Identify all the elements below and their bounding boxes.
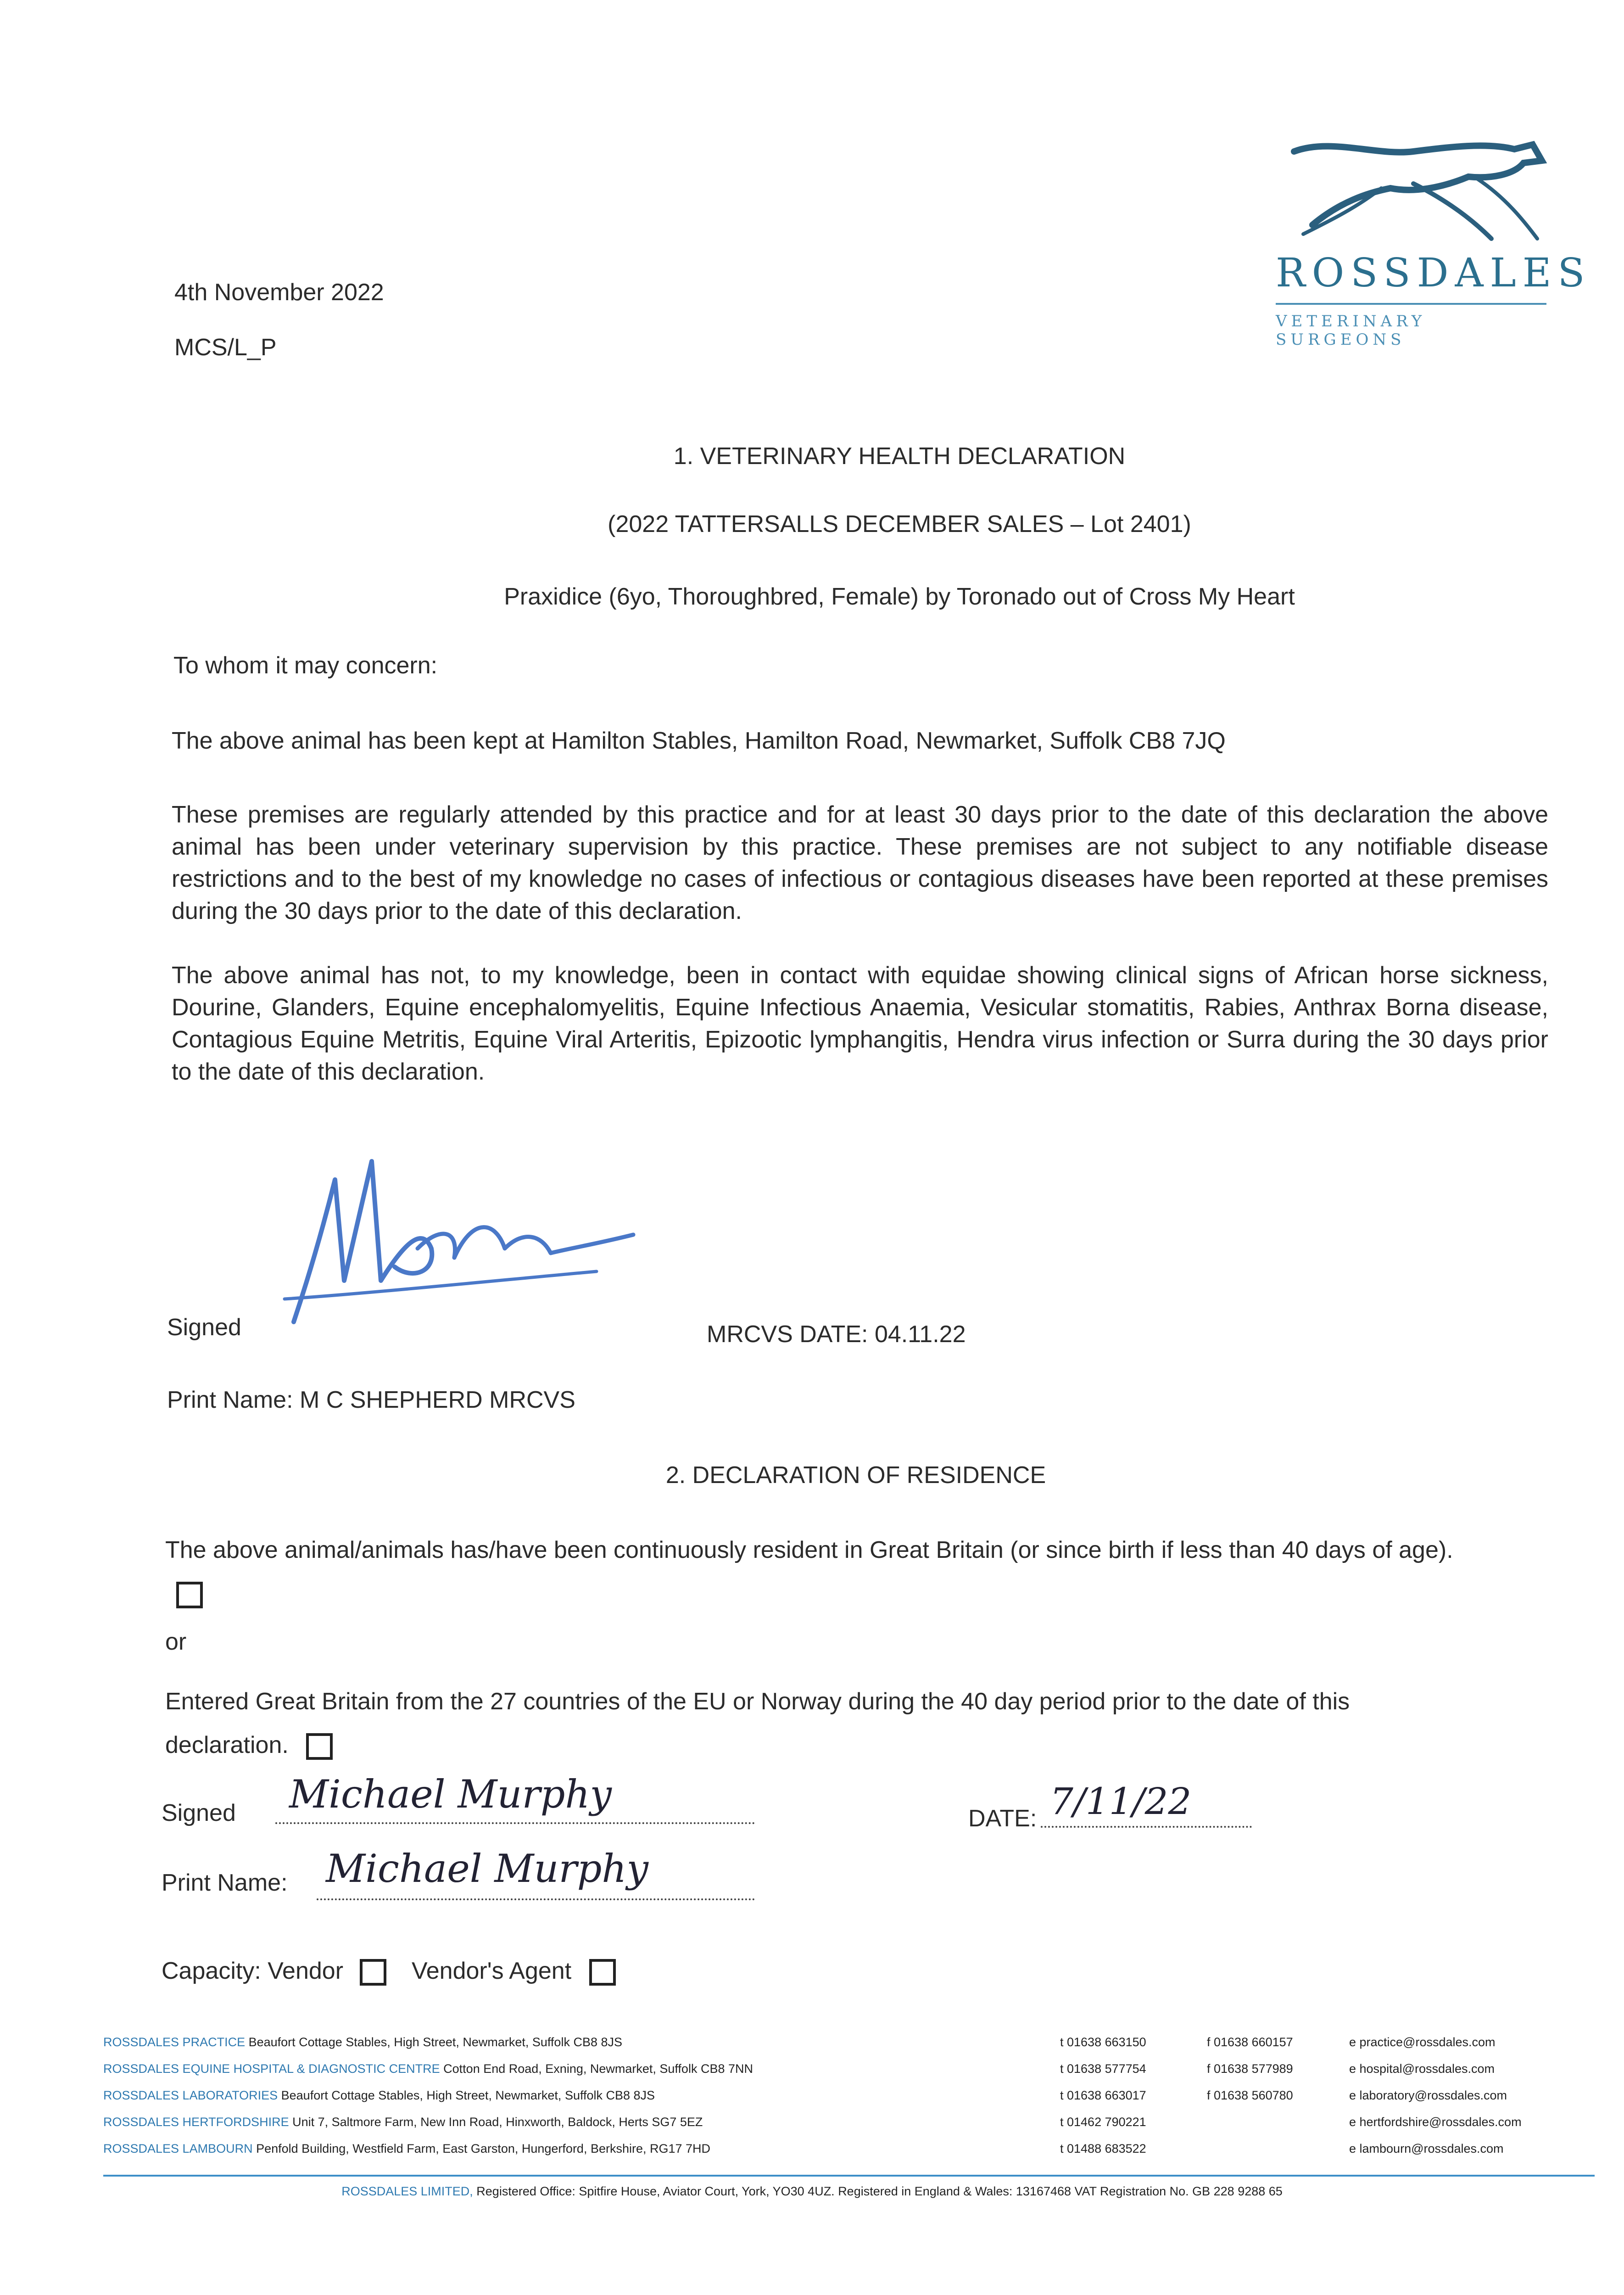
section1-title: 1. VETERINARY HEALTH DECLARATION [673,443,1126,470]
footer-tel: t 01638 577754 [1060,2062,1146,2076]
premises-paragraph: The above animal has been kept at Hamilton Stables, Hamilton Road, Newmarket, Suffolk CB8 7JQ [172,728,1226,754]
footer-email[interactable]: e lambourn@rossdales.com [1349,2142,1504,2155]
letter-reference: MCS/L_P [174,334,277,361]
vendor-print-name: Michael Murphy [326,1846,648,1891]
rossdales-logo [1267,124,1591,349]
salutation: To whom it may concern: [173,652,438,679]
vendor-signed-line [275,1772,755,1824]
residence-option2-text: Entered Great Britain from the 27 countries of the EU or Norway during the 40 day period prior to the date of this declaration. [165,1688,1350,1758]
vendor-signature: Michael Murphy [289,1772,612,1817]
company-name: ROSSDALES LIMITED, [341,2184,473,2198]
footer-row: ROSSDALES EQUINE HOSPITAL & DIAGNOSTIC CENTRE Cotton End Road, Exning, Newmarket, Suffolk CB8 7NN [103,2062,753,2076]
residence-option2 [165,1680,1468,1767]
vendors-agent-checkbox[interactable] [589,1959,616,1986]
logo-tagline: VETERINARY SURGEONS [1276,312,1426,349]
footer-fax: f 01638 577989 [1207,2062,1293,2076]
footer-tel: t 01462 790221 [1060,2115,1146,2129]
section1-subtitle: (2022 TATTERSALLS DECEMBER SALES – Lot 2401) [608,511,1191,537]
vendor-date: 7/11/22 [1050,1780,1192,1823]
footer-telephones [1060,2029,1207,2162]
section2-title: 2. DECLARATION OF RESIDENCE [665,1462,1046,1489]
resident-checkbox[interactable] [176,1582,203,1608]
vet-print-name: Print Name: M C SHEPHERD MRCVS [167,1387,575,1413]
vendor-signed-label: Signed [162,1800,236,1826]
footer-email[interactable]: e hertfordshire@rossdales.com [1349,2115,1522,2129]
footer-row: ROSSDALES PRACTICE Beaufort Cottage Stables, High Street, Newmarket, Suffolk CB8 8JS [103,2035,622,2049]
footer-tel: t 01488 683522 [1060,2142,1146,2155]
footer-tel: t 01638 663017 [1060,2088,1146,2102]
footer-registration [0,2178,1624,2205]
vendor-date-line [1041,1780,1252,1828]
entered-gb-checkbox[interactable] [306,1733,333,1760]
footer-email[interactable]: e practice@rossdales.com [1349,2035,1496,2049]
vet-signed-label: Signed [167,1314,241,1341]
vendor-checkbox[interactable] [360,1959,386,1986]
disease-contact-paragraph: The above animal has not, to my knowledge, been in contact with equidae showing clinical signs of African horse sickness, Dourine, Glanders, Equine encephalomyelitis, Equine Infectious Anaemia, Vesicular stomatitis, Rabies, Anthrax Borna disease, Contagious Equine Metritis, Equine Viral Arteritis, Epizootic lymphangitis, Hendra virus infection or Surra during the 30 days prior to the date of this declaration. [172,962,1548,1085]
footer-fax: f 01638 660157 [1207,2035,1293,2049]
vendor-date-label: DATE: [968,1805,1037,1832]
footer-email[interactable]: e laboratory@rossdales.com [1349,2088,1507,2102]
footer-emails [1349,2029,1597,2162]
horse-icon [1276,124,1551,252]
capacity-vendor-label: Capacity: Vendor [162,1958,344,1984]
footer-addresses [103,2029,1021,2162]
registered-office: Registered Office: Spitfire House, Aviator Court, York, YO30 4UZ. Registered in England & Wales: 13167468 VAT Registration No. GB 228 9288 65 [476,2184,1283,2198]
or-label: or [165,1629,187,1655]
animal-description: Praxidice (6yo, Thoroughbred, Female) by Toronado out of Cross My Heart [504,583,1295,610]
footer-divider [103,2175,1595,2177]
footer-fax: f 01638 560780 [1207,2088,1293,2102]
logo-name: ROSSDALES [1276,250,1591,296]
vendor-print-line [317,1846,755,1900]
footer-row: ROSSDALES LABORATORIES Beaufort Cottage Stables, High Street, Newmarket, Suffolk CB8 8JS [103,2088,655,2102]
vet-signature [266,1143,642,1336]
mrcvs-date: MRCVS DATE: 04.11.22 [707,1321,966,1348]
supervision-paragraph: These premises are regularly attended by this practice and for at least 30 days prior to the date of this declaration the above animal has been under veterinary supervision by this practice. These premises are not subject to any notifiable disease restrictions and to the best of my knowledge no cases of infectious or contagious diseases have been reported at these premises during the 30 days prior to the date of this declaration. [172,801,1548,924]
vendors-agent-label: Vendor's Agent [411,1958,572,1984]
logo-divider [1276,303,1546,305]
capacity-row [162,1956,616,1986]
footer-tel: t 01638 663150 [1060,2035,1146,2049]
footer-email[interactable]: e hospital@rossdales.com [1349,2062,1495,2076]
residence-option1-text: The above animal/animals has/have been continuously resident in Great Britain (or since birth if less than 40 days of age). [165,1537,1453,1563]
vendor-print-label: Print Name: [162,1870,288,1896]
footer-row: ROSSDALES HERTFORDSHIRE Unit 7, Saltmore Farm, New Inn Road, Hinxworth, Baldock, Herts SG7 5EZ [103,2115,703,2129]
letter-date: 4th November 2022 [174,279,384,306]
footer-row: ROSSDALES LAMBOURN Penfold Building, Westfield Farm, East Garston, Hungerford, Berkshire, RG17 7HD [103,2142,711,2155]
footer-faxes [1207,2029,1345,2109]
residence-option1 [165,1528,1468,1616]
